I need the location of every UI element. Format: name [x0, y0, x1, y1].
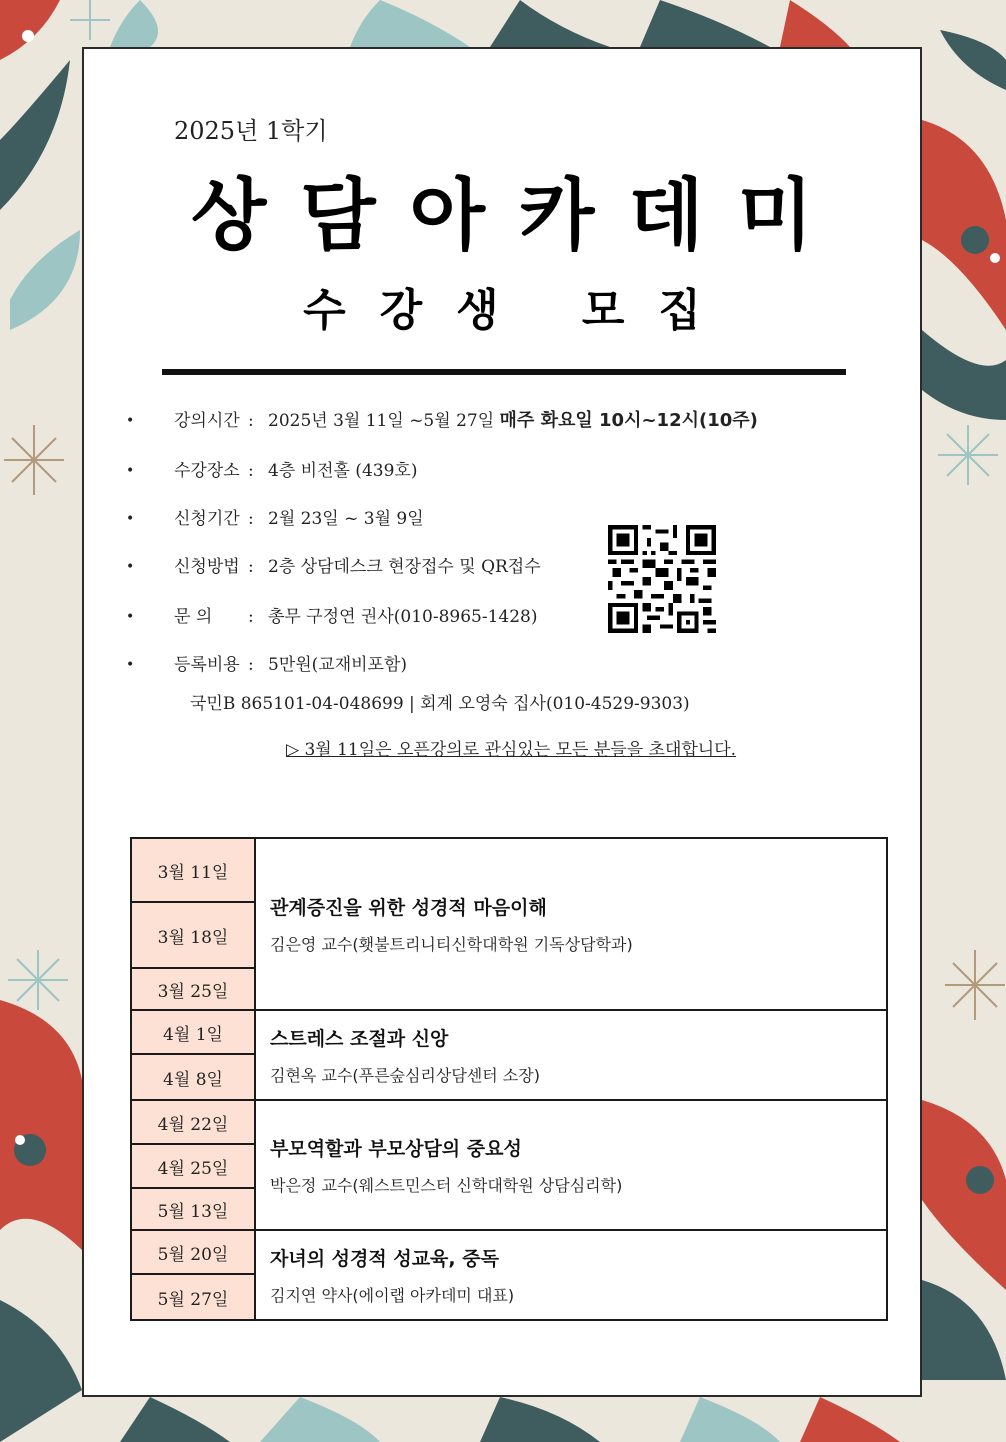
info-value: 총무 구정연 권사(010-8965-1428) [268, 607, 538, 627]
bullet: • [126, 559, 135, 575]
date-cell: 3월 18일 [131, 902, 255, 968]
info-label: 등록비용 [174, 655, 240, 675]
course-cell [255, 838, 887, 1010]
info-value: 4층 비전홀 (439호) [268, 461, 418, 481]
course-lecturer: 김은영 교수(횃불트리니티신학대학원 기독상담학과) [270, 935, 633, 954]
lecture-schedule-emphasis: 매주 화요일 10시~12시(10주) [499, 410, 758, 431]
table-row [131, 1010, 887, 1054]
date-cell: 5월 27일 [131, 1274, 255, 1320]
info-value: 2월 23일 ~ 3월 9일 [268, 509, 424, 529]
page-subtitle: 수강생 모집 [303, 285, 735, 336]
bullet: • [126, 511, 135, 527]
info-colon: : [248, 411, 254, 431]
poster-card [82, 47, 922, 1397]
info-colon: : [248, 509, 254, 529]
table-row [131, 1230, 887, 1274]
info-colon: : [248, 607, 254, 627]
info-value: 5만원(교재비포함) [268, 655, 408, 675]
date-cell: 4월 1일 [131, 1010, 255, 1054]
table-row [131, 838, 887, 902]
bullet: • [126, 609, 135, 625]
course-cell [255, 1010, 887, 1100]
course-cell [255, 1100, 887, 1230]
date-cell: 4월 22일 [131, 1100, 255, 1144]
page-title: 상담아카데미 [190, 171, 848, 261]
course-title: 스트레스 조절과 신앙 [270, 1028, 449, 1050]
course-lecturer: 김현옥 교수(푸른숲심리상담센터 소장) [270, 1066, 540, 1085]
info-value: 2층 상담데스크 현장접수 및 QR접수 [268, 557, 541, 577]
info-label: 강의시간 [174, 411, 240, 431]
qr-code-icon[interactable] [608, 525, 716, 633]
schedule-table [130, 837, 888, 1321]
date-cell: 3월 25일 [131, 968, 255, 1010]
course-title: 관계증진을 위한 성경적 마음이해 [270, 897, 547, 919]
course-cell [255, 1230, 887, 1320]
info-label: 수강장소 [174, 461, 240, 481]
info-value [268, 409, 758, 433]
date-cell: 4월 8일 [131, 1054, 255, 1100]
date-cell: 5월 20일 [131, 1230, 255, 1274]
info-colon: : [248, 557, 254, 577]
info-colon: : [248, 655, 254, 675]
open-lecture-notice: ▷ 3월 11일은 오픈강의로 관심있는 모든 분들을 초대합니다. [286, 740, 737, 760]
semester-label: 2025년 1학기 [174, 117, 328, 145]
date-cell: 3월 11일 [131, 838, 255, 902]
course-title: 자녀의 성경적 성교육, 중독 [270, 1248, 499, 1270]
course-lecturer: 박은정 교수(웨스트민스터 신학대학원 상담심리학) [270, 1176, 623, 1195]
course-lecturer: 김지연 약사(에이랩 아카데미 대표) [270, 1286, 515, 1305]
title-divider [162, 369, 846, 375]
table-row [131, 1100, 887, 1144]
info-colon: : [248, 461, 254, 481]
info-label: 신청방법 [174, 557, 240, 577]
bullet: • [126, 463, 135, 479]
bank-account-info: 국민B 865101-04-048699 | 회계 오영숙 집사(010-4529-9303) [190, 694, 690, 714]
date-cell: 4월 25일 [131, 1144, 255, 1188]
info-label: 문 의 [174, 607, 213, 627]
lecture-dates: 2025년 3월 11일 ~5월 27일 [268, 411, 495, 431]
info-label: 신청기간 [174, 509, 240, 529]
bullet: • [126, 413, 135, 429]
bullet: • [126, 657, 135, 673]
date-cell: 5월 13일 [131, 1188, 255, 1230]
course-title: 부모역할과 부모상담의 중요성 [270, 1138, 522, 1160]
